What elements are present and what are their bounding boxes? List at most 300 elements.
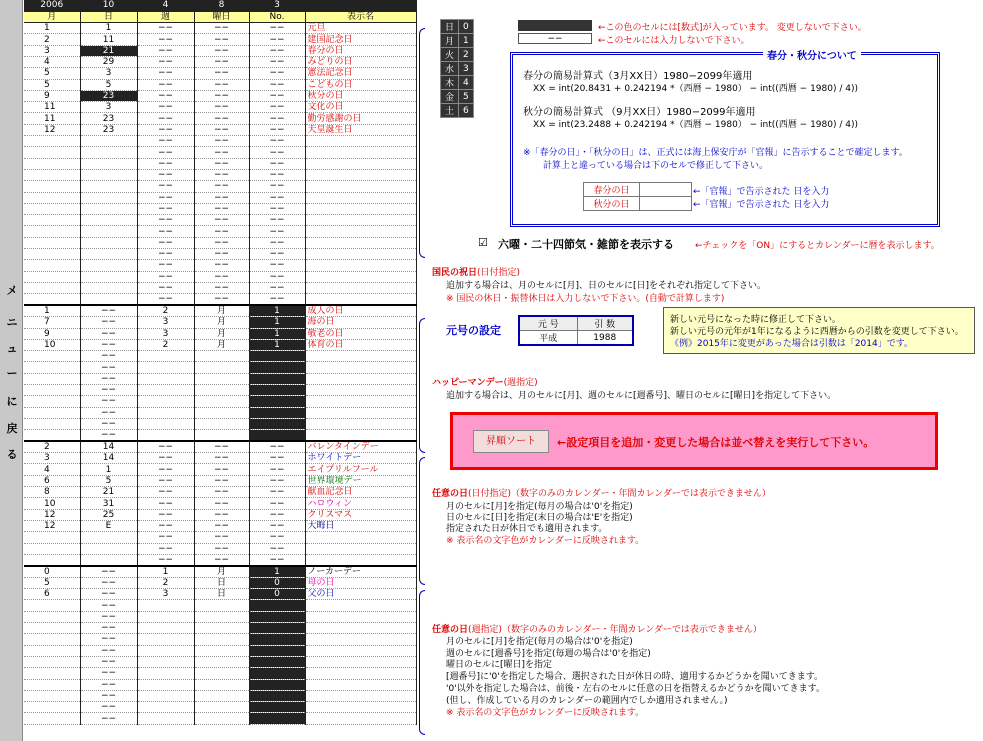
grid-cell[interactable]: −− bbox=[249, 520, 305, 531]
grid-cell[interactable]: 世界環境デー bbox=[305, 475, 416, 486]
grid-cell[interactable]: −− bbox=[249, 124, 305, 135]
grid-cell[interactable]: −− bbox=[249, 203, 305, 214]
grid-cell[interactable] bbox=[80, 226, 137, 237]
grid-cell[interactable]: −− bbox=[249, 453, 305, 464]
grid-cell[interactable] bbox=[249, 611, 305, 622]
grid-cell[interactable] bbox=[24, 430, 80, 442]
grid-cell[interactable] bbox=[249, 690, 305, 701]
grid-cell[interactable] bbox=[249, 668, 305, 679]
grid-cell[interactable]: 7 bbox=[24, 317, 80, 328]
grid-cell[interactable]: 11 bbox=[24, 113, 80, 124]
grid-cell[interactable]: −− bbox=[80, 317, 137, 328]
grid-cell[interactable]: 成人の日 bbox=[305, 305, 416, 317]
grid-cell[interactable] bbox=[80, 543, 137, 554]
grid-cell[interactable] bbox=[80, 282, 137, 293]
grid-cell[interactable]: 2 bbox=[24, 34, 80, 45]
grid-cell[interactable]: −− bbox=[194, 487, 249, 498]
grid-cell[interactable] bbox=[305, 668, 416, 679]
grid-cell[interactable] bbox=[249, 373, 305, 384]
grid-cell[interactable] bbox=[249, 407, 305, 418]
grid-cell[interactable]: 4 bbox=[24, 56, 80, 67]
grid-cell[interactable] bbox=[194, 396, 249, 407]
grid-cell[interactable] bbox=[305, 215, 416, 226]
era-name-input[interactable]: 平成 bbox=[519, 331, 577, 346]
grid-cell[interactable] bbox=[305, 282, 416, 293]
grid-cell[interactable] bbox=[305, 362, 416, 373]
grid-cell[interactable]: −− bbox=[80, 589, 137, 600]
grid-cell[interactable] bbox=[24, 656, 80, 667]
grid-cell[interactable]: ホワイトデー bbox=[305, 453, 416, 464]
grid-cell[interactable] bbox=[305, 192, 416, 203]
grid-cell[interactable] bbox=[249, 385, 305, 396]
grid-cell[interactable]: −− bbox=[137, 532, 194, 543]
grid-cell[interactable]: −− bbox=[249, 260, 305, 271]
grid-cell[interactable] bbox=[80, 237, 137, 248]
grid-cell[interactable] bbox=[24, 147, 80, 158]
grid-cell[interactable]: 5 bbox=[24, 68, 80, 79]
grid-cell[interactable]: ノーカーデー bbox=[305, 566, 416, 578]
grid-cell[interactable]: 1 bbox=[80, 23, 137, 34]
grid-cell[interactable] bbox=[305, 430, 416, 442]
grid-cell[interactable] bbox=[80, 147, 137, 158]
grid-cell[interactable]: −− bbox=[194, 498, 249, 509]
grid-cell[interactable]: 12 bbox=[24, 520, 80, 531]
grid-cell[interactable] bbox=[305, 554, 416, 566]
grid-cell[interactable] bbox=[137, 668, 194, 679]
grid-cell[interactable]: 秋分の日 bbox=[305, 90, 416, 101]
grid-cell[interactable]: −− bbox=[194, 453, 249, 464]
grid-cell[interactable]: −− bbox=[137, 56, 194, 67]
grid-cell[interactable]: 体育の日 bbox=[305, 339, 416, 350]
grid-cell[interactable]: 2 bbox=[137, 339, 194, 350]
grid-cell[interactable]: −− bbox=[80, 634, 137, 645]
grid-cell[interactable] bbox=[80, 294, 137, 306]
grid-cell[interactable]: 日 bbox=[194, 577, 249, 588]
grid-cell[interactable] bbox=[194, 362, 249, 373]
grid-cell[interactable] bbox=[137, 634, 194, 645]
grid-cell[interactable]: −− bbox=[194, 215, 249, 226]
grid-cell[interactable]: 10 bbox=[24, 498, 80, 509]
grid-cell[interactable] bbox=[305, 634, 416, 645]
grid-cell[interactable] bbox=[305, 656, 416, 667]
grid-cell[interactable]: −− bbox=[137, 192, 194, 203]
grid-cell[interactable]: 文化の日 bbox=[305, 102, 416, 113]
grid-cell[interactable] bbox=[194, 600, 249, 611]
grid-cell[interactable]: −− bbox=[137, 203, 194, 214]
grid-cell[interactable]: みどりの日 bbox=[305, 56, 416, 67]
grid-cell[interactable]: −− bbox=[137, 113, 194, 124]
grid-cell[interactable] bbox=[24, 260, 80, 271]
grid-cell[interactable]: 4 bbox=[24, 464, 80, 475]
grid-cell[interactable] bbox=[24, 362, 80, 373]
grid-cell[interactable]: ハロウィン bbox=[305, 498, 416, 509]
grid-cell[interactable] bbox=[305, 407, 416, 418]
grid-cell[interactable]: −− bbox=[249, 464, 305, 475]
grid-cell[interactable] bbox=[80, 271, 137, 282]
grid-cell[interactable]: 1 bbox=[24, 305, 80, 317]
grid-cell[interactable] bbox=[305, 158, 416, 169]
grid-cell[interactable] bbox=[80, 249, 137, 260]
grid-cell[interactable]: 5 bbox=[24, 79, 80, 90]
grid-cell[interactable] bbox=[24, 294, 80, 306]
grid-cell[interactable]: 31 bbox=[80, 498, 137, 509]
grid-cell[interactable] bbox=[305, 690, 416, 701]
grid-cell[interactable]: 23 bbox=[80, 124, 137, 135]
grid-cell[interactable] bbox=[249, 634, 305, 645]
grid-cell[interactable] bbox=[137, 679, 194, 690]
grid-cell[interactable]: 1 bbox=[249, 328, 305, 339]
grid-cell[interactable]: −− bbox=[194, 113, 249, 124]
grid-cell[interactable] bbox=[24, 713, 80, 724]
grid-cell[interactable]: −− bbox=[249, 282, 305, 293]
grid-cell[interactable]: エイプリルフール bbox=[305, 464, 416, 475]
grid-cell[interactable] bbox=[137, 430, 194, 442]
grid-cell[interactable]: −− bbox=[137, 475, 194, 486]
grid-cell[interactable]: 25 bbox=[80, 509, 137, 520]
grid-cell[interactable] bbox=[249, 679, 305, 690]
grid-cell[interactable] bbox=[137, 351, 194, 362]
grid-cell[interactable] bbox=[305, 294, 416, 306]
grid-cell[interactable]: −− bbox=[137, 147, 194, 158]
grid-cell[interactable]: −− bbox=[137, 124, 194, 135]
grid-cell[interactable]: 母の日 bbox=[305, 577, 416, 588]
grid-cell[interactable]: −− bbox=[80, 407, 137, 418]
grid-cell[interactable]: −− bbox=[80, 611, 137, 622]
grid-cell[interactable]: −− bbox=[80, 385, 137, 396]
grid-cell[interactable]: −− bbox=[80, 418, 137, 429]
grid-cell[interactable]: バレンタインデー bbox=[305, 441, 416, 453]
grid-cell[interactable]: −− bbox=[137, 23, 194, 34]
grid-cell[interactable]: −− bbox=[80, 430, 137, 442]
grid-cell[interactable]: −− bbox=[194, 271, 249, 282]
grid-cell[interactable]: 5 bbox=[24, 577, 80, 588]
grid-cell[interactable]: 建国記念日 bbox=[305, 34, 416, 45]
grid-cell[interactable] bbox=[305, 260, 416, 271]
ascending-sort-button[interactable]: 昇順ソート bbox=[473, 430, 549, 453]
grid-cell[interactable] bbox=[249, 645, 305, 656]
grid-cell[interactable] bbox=[24, 543, 80, 554]
grid-cell[interactable]: −− bbox=[194, 56, 249, 67]
grid-cell[interactable]: こどもの日 bbox=[305, 79, 416, 90]
grid-cell[interactable]: −− bbox=[194, 79, 249, 90]
grid-cell[interactable]: −− bbox=[194, 192, 249, 203]
grid-cell[interactable] bbox=[249, 656, 305, 667]
grid-cell[interactable]: −− bbox=[80, 600, 137, 611]
grid-cell[interactable] bbox=[305, 623, 416, 634]
grid-cell[interactable]: −− bbox=[137, 498, 194, 509]
grid-cell[interactable]: 3 bbox=[80, 102, 137, 113]
grid-cell[interactable]: −− bbox=[137, 543, 194, 554]
grid-cell[interactable]: −− bbox=[249, 475, 305, 486]
grid-cell[interactable] bbox=[305, 226, 416, 237]
grid-cell[interactable] bbox=[194, 623, 249, 634]
grid-cell[interactable]: −− bbox=[80, 713, 137, 724]
grid-cell[interactable]: −− bbox=[194, 45, 249, 56]
grid-cell[interactable]: −− bbox=[137, 226, 194, 237]
grid-cell[interactable]: −− bbox=[249, 181, 305, 192]
grid-cell[interactable]: 6 bbox=[24, 589, 80, 600]
grid-cell[interactable]: 0 bbox=[249, 589, 305, 600]
grid-cell[interactable] bbox=[249, 430, 305, 442]
grid-cell[interactable] bbox=[249, 713, 305, 724]
grid-cell[interactable]: 元旦 bbox=[305, 23, 416, 34]
grid-cell[interactable]: −− bbox=[194, 68, 249, 79]
grid-cell[interactable]: −− bbox=[249, 294, 305, 306]
grid-cell[interactable] bbox=[80, 532, 137, 543]
grid-cell[interactable] bbox=[137, 623, 194, 634]
grid-cell[interactable] bbox=[24, 136, 80, 147]
grid-cell[interactable]: −− bbox=[194, 158, 249, 169]
grid-cell[interactable]: E bbox=[80, 520, 137, 531]
grid-cell[interactable]: −− bbox=[249, 509, 305, 520]
grid-cell[interactable]: 憲法記念日 bbox=[305, 68, 416, 79]
grid-cell[interactable]: −− bbox=[249, 554, 305, 566]
grid-cell[interactable]: 月 bbox=[194, 566, 249, 578]
grid-cell[interactable] bbox=[24, 396, 80, 407]
grid-cell[interactable]: −− bbox=[194, 464, 249, 475]
grid-cell[interactable] bbox=[137, 396, 194, 407]
grid-cell[interactable]: −− bbox=[137, 237, 194, 248]
grid-cell[interactable] bbox=[305, 249, 416, 260]
grid-cell[interactable]: −− bbox=[249, 498, 305, 509]
grid-cell[interactable] bbox=[249, 351, 305, 362]
grid-cell[interactable] bbox=[80, 181, 137, 192]
grid-cell[interactable]: −− bbox=[137, 260, 194, 271]
grid-cell[interactable]: −− bbox=[194, 294, 249, 306]
grid-cell[interactable]: 月 bbox=[194, 328, 249, 339]
grid-cell[interactable]: −− bbox=[137, 136, 194, 147]
grid-cell[interactable] bbox=[137, 418, 194, 429]
grid-cell[interactable]: −− bbox=[249, 543, 305, 554]
grid-cell[interactable] bbox=[137, 385, 194, 396]
grid-cell[interactable]: −− bbox=[194, 520, 249, 531]
grid-cell[interactable]: −− bbox=[137, 45, 194, 56]
grid-cell[interactable]: −− bbox=[194, 169, 249, 180]
grid-cell[interactable]: −− bbox=[80, 645, 137, 656]
grid-cell[interactable]: −− bbox=[194, 249, 249, 260]
grid-cell[interactable]: −− bbox=[137, 90, 194, 101]
grid-cell[interactable]: −− bbox=[137, 34, 194, 45]
grid-cell[interactable]: −− bbox=[80, 623, 137, 634]
grid-cell[interactable]: 敬老の日 bbox=[305, 328, 416, 339]
grid-cell[interactable] bbox=[305, 532, 416, 543]
grid-cell[interactable] bbox=[24, 532, 80, 543]
grid-cell[interactable] bbox=[24, 385, 80, 396]
grid-cell[interactable] bbox=[305, 679, 416, 690]
grid-cell[interactable] bbox=[249, 396, 305, 407]
grid-cell[interactable]: −− bbox=[249, 441, 305, 453]
grid-cell[interactable] bbox=[305, 136, 416, 147]
grid-cell[interactable] bbox=[24, 215, 80, 226]
grid-cell[interactable]: 14 bbox=[80, 453, 137, 464]
grid-cell[interactable] bbox=[24, 158, 80, 169]
grid-cell[interactable] bbox=[137, 713, 194, 724]
grid-cell[interactable]: 3 bbox=[137, 317, 194, 328]
grid-cell[interactable] bbox=[24, 226, 80, 237]
grid-cell[interactable]: 0 bbox=[249, 577, 305, 588]
grid-cell[interactable]: −− bbox=[137, 441, 194, 453]
grid-cell[interactable]: 11 bbox=[80, 34, 137, 45]
grid-cell[interactable]: −− bbox=[249, 68, 305, 79]
grid-cell[interactable]: 11 bbox=[24, 102, 80, 113]
grid-cell[interactable] bbox=[24, 611, 80, 622]
grid-cell[interactable]: −− bbox=[80, 702, 137, 713]
grid-cell[interactable] bbox=[24, 600, 80, 611]
grid-cell[interactable]: 1 bbox=[249, 305, 305, 317]
grid-cell[interactable] bbox=[24, 645, 80, 656]
grid-cell[interactable]: 1 bbox=[137, 566, 194, 578]
grid-cell[interactable] bbox=[249, 418, 305, 429]
grid-cell[interactable]: 3 bbox=[137, 589, 194, 600]
grid-cell[interactable]: −− bbox=[137, 68, 194, 79]
grid-cell[interactable]: −− bbox=[194, 226, 249, 237]
grid-cell[interactable] bbox=[305, 611, 416, 622]
grid-cell[interactable]: −− bbox=[80, 566, 137, 578]
grid-cell[interactable]: 父の日 bbox=[305, 589, 416, 600]
grid-cell[interactable]: −− bbox=[137, 453, 194, 464]
grid-cell[interactable]: −− bbox=[249, 79, 305, 90]
grid-cell[interactable]: 9 bbox=[24, 328, 80, 339]
grid-cell[interactable]: 3 bbox=[80, 68, 137, 79]
grid-cell[interactable] bbox=[305, 702, 416, 713]
grid-cell[interactable] bbox=[24, 169, 80, 180]
grid-cell[interactable]: 21 bbox=[80, 45, 137, 56]
grid-cell[interactable]: −− bbox=[137, 520, 194, 531]
grid-cell[interactable] bbox=[194, 430, 249, 442]
grid-cell[interactable] bbox=[137, 645, 194, 656]
grid-cell[interactable]: −− bbox=[137, 271, 194, 282]
grid-cell[interactable] bbox=[24, 418, 80, 429]
grid-cell[interactable] bbox=[24, 690, 80, 701]
autumn-day-input[interactable] bbox=[640, 197, 692, 211]
grid-cell[interactable] bbox=[249, 600, 305, 611]
grid-cell[interactable]: −− bbox=[80, 679, 137, 690]
grid-cell[interactable]: 23 bbox=[80, 113, 137, 124]
grid-cell[interactable] bbox=[194, 713, 249, 724]
grid-cell[interactable] bbox=[305, 271, 416, 282]
grid-cell[interactable]: −− bbox=[194, 181, 249, 192]
grid-cell[interactable]: −− bbox=[194, 554, 249, 566]
grid-cell[interactable]: −− bbox=[249, 34, 305, 45]
grid-cell[interactable] bbox=[305, 543, 416, 554]
grid-cell[interactable]: −− bbox=[249, 102, 305, 113]
grid-cell[interactable]: −− bbox=[194, 90, 249, 101]
grid-cell[interactable] bbox=[137, 362, 194, 373]
grid-cell[interactable]: −− bbox=[249, 90, 305, 101]
grid-cell[interactable] bbox=[305, 351, 416, 362]
grid-cell[interactable] bbox=[80, 136, 137, 147]
grid-cell[interactable]: −− bbox=[249, 23, 305, 34]
grid-cell[interactable]: −− bbox=[194, 237, 249, 248]
grid-cell[interactable]: 3 bbox=[24, 453, 80, 464]
grid-cell[interactable]: −− bbox=[194, 136, 249, 147]
grid-cell[interactable]: −− bbox=[137, 294, 194, 306]
grid-cell[interactable]: −− bbox=[194, 260, 249, 271]
grid-cell[interactable] bbox=[24, 702, 80, 713]
grid-cell[interactable]: −− bbox=[80, 656, 137, 667]
grid-cell[interactable]: 1 bbox=[24, 23, 80, 34]
grid-cell[interactable]: 5 bbox=[80, 475, 137, 486]
grid-cell[interactable]: 8 bbox=[24, 487, 80, 498]
grid-cell[interactable]: −− bbox=[194, 509, 249, 520]
grid-cell[interactable]: −− bbox=[137, 554, 194, 566]
grid-cell[interactable]: −− bbox=[80, 305, 137, 317]
grid-cell[interactable]: 月 bbox=[194, 317, 249, 328]
grid-cell[interactable]: −− bbox=[80, 668, 137, 679]
grid-cell[interactable]: 1 bbox=[249, 317, 305, 328]
grid-cell[interactable]: 12 bbox=[24, 124, 80, 135]
spring-day-input[interactable] bbox=[640, 183, 692, 197]
grid-cell[interactable] bbox=[24, 271, 80, 282]
grid-cell[interactable] bbox=[194, 611, 249, 622]
grid-cell[interactable]: −− bbox=[249, 215, 305, 226]
grid-cell[interactable]: 21 bbox=[80, 487, 137, 498]
grid-cell[interactable] bbox=[80, 260, 137, 271]
grid-cell[interactable]: −− bbox=[137, 158, 194, 169]
grid-cell[interactable]: −− bbox=[80, 690, 137, 701]
grid-cell[interactable] bbox=[24, 249, 80, 260]
grid-cell[interactable]: 日 bbox=[194, 589, 249, 600]
grid-cell[interactable] bbox=[137, 407, 194, 418]
grid-cell[interactable] bbox=[305, 396, 416, 407]
grid-cell[interactable]: 3 bbox=[137, 328, 194, 339]
grid-cell[interactable]: −− bbox=[194, 23, 249, 34]
grid-cell[interactable]: −− bbox=[249, 113, 305, 124]
grid-cell[interactable]: 天皇誕生日 bbox=[305, 124, 416, 135]
grid-cell[interactable] bbox=[80, 192, 137, 203]
grid-cell[interactable]: 月 bbox=[194, 339, 249, 350]
grid-cell[interactable]: −− bbox=[249, 169, 305, 180]
grid-cell[interactable]: −− bbox=[80, 339, 137, 350]
grid-cell[interactable] bbox=[194, 645, 249, 656]
grid-cell[interactable] bbox=[194, 679, 249, 690]
grid-cell[interactable]: −− bbox=[194, 282, 249, 293]
grid-cell[interactable]: 29 bbox=[80, 56, 137, 67]
grid-cell[interactable] bbox=[24, 282, 80, 293]
grid-cell[interactable] bbox=[249, 702, 305, 713]
grid-cell[interactable]: −− bbox=[194, 147, 249, 158]
grid-cell[interactable]: −− bbox=[249, 45, 305, 56]
grid-cell[interactable]: 大晦日 bbox=[305, 520, 416, 531]
grid-cell[interactable] bbox=[305, 373, 416, 384]
grid-cell[interactable]: −− bbox=[137, 464, 194, 475]
grid-cell[interactable] bbox=[305, 169, 416, 180]
grid-cell[interactable]: −− bbox=[80, 351, 137, 362]
era-num-input[interactable]: 1988 bbox=[577, 331, 633, 346]
grid-cell[interactable] bbox=[305, 203, 416, 214]
grid-cell[interactable]: −− bbox=[137, 169, 194, 180]
grid-cell[interactable] bbox=[305, 181, 416, 192]
grid-cell[interactable] bbox=[137, 690, 194, 701]
grid-cell[interactable] bbox=[24, 237, 80, 248]
grid-cell[interactable]: −− bbox=[137, 487, 194, 498]
grid-cell[interactable] bbox=[194, 373, 249, 384]
grid-cell[interactable]: −− bbox=[249, 487, 305, 498]
grid-cell[interactable] bbox=[305, 600, 416, 611]
grid-cell[interactable]: 海の日 bbox=[305, 317, 416, 328]
grid-cell[interactable] bbox=[137, 600, 194, 611]
grid-cell[interactable]: −− bbox=[249, 136, 305, 147]
grid-cell[interactable] bbox=[24, 634, 80, 645]
grid-cell[interactable] bbox=[305, 645, 416, 656]
grid-cell[interactable]: −− bbox=[249, 147, 305, 158]
grid-cell[interactable] bbox=[24, 192, 80, 203]
grid-cell[interactable] bbox=[137, 702, 194, 713]
grid-cell[interactable]: −− bbox=[249, 237, 305, 248]
grid-cell[interactable]: 1 bbox=[249, 566, 305, 578]
grid-cell[interactable]: 春分の日 bbox=[305, 45, 416, 56]
grid-cell[interactable] bbox=[305, 418, 416, 429]
